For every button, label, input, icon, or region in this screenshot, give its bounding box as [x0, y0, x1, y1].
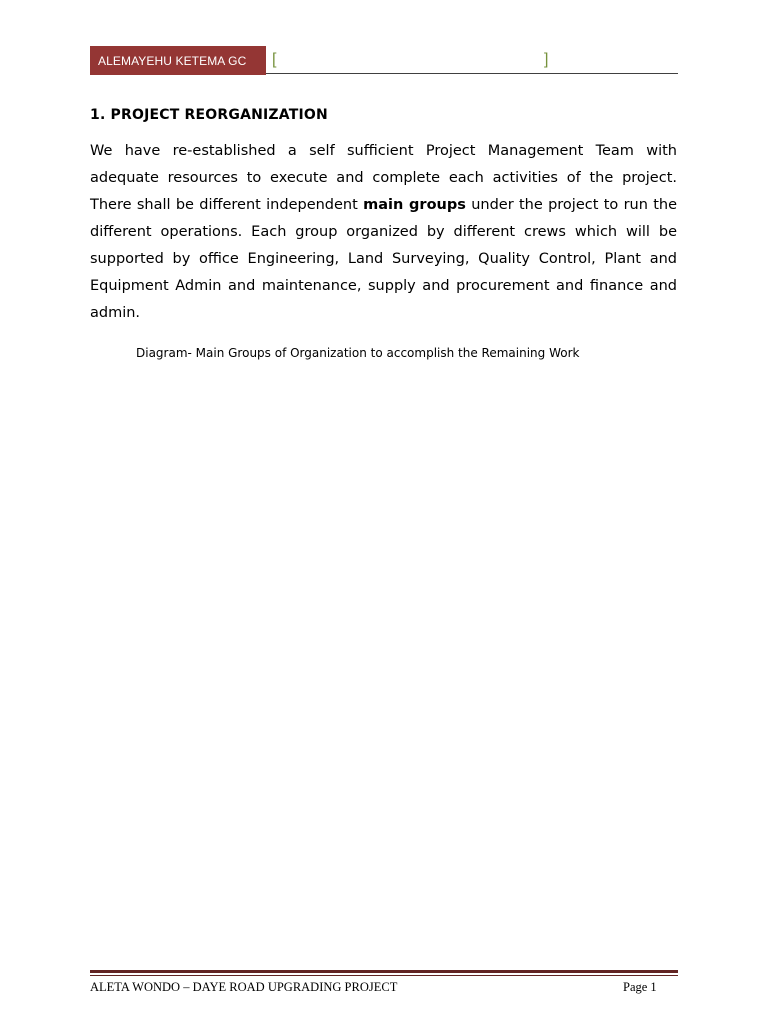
body-text-after: under the project to run the different operations. Each group organized by different crews which will be supported by office Engineering, Land Surveying, Quality Control, Plant and Equipment Admin and maintenance, supply and procurement and finance and admin. [90, 197, 678, 321]
header-company-badge [90, 46, 266, 75]
section-heading: 1. PROJECT REORGANIZATION [90, 107, 328, 123]
footer-page-number: Page 1 [623, 980, 657, 994]
header-company-name: ALEMAYEHU KETEMA GC [98, 53, 247, 68]
footer-project-title: ALETA WONDO – DAYE ROAD UPGRADING PROJECT [90, 980, 398, 994]
body-text-bold: main groups [363, 197, 466, 213]
body-text-before: We have re-established a self sufficient Project Management Team with adequate resources to execute and complete each activities of the project. There shall be different independent [90, 143, 677, 213]
diagram-caption: Diagram- Main Groups of Organization to accomplish the Remaining Work [136, 346, 580, 360]
footer-rule-thin [90, 975, 678, 976]
body-paragraph [90, 138, 677, 327]
footer-rule-thick [90, 970, 678, 973]
header-bracket-open: [ [272, 51, 277, 68]
header-bracket-close: ] [544, 51, 549, 68]
header-rule [266, 73, 678, 74]
